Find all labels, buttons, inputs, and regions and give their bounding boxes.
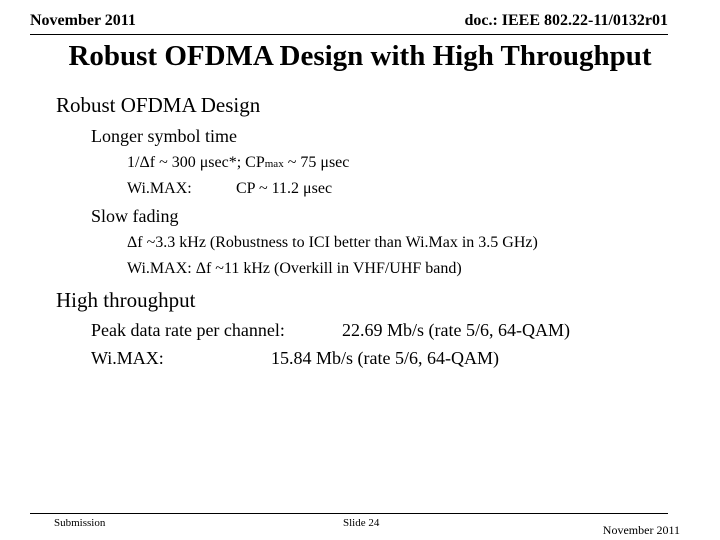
header-doc-id: doc.: IEEE 802.22-11/0132r01 [464, 12, 668, 29]
header-date: November 2011 [30, 12, 136, 29]
footer-date: November 2011 [602, 523, 680, 537]
peak-rate-label: Peak data rate per channel: [91, 320, 285, 340]
symbol-time-line [127, 154, 349, 172]
wimax-rate-line [91, 348, 499, 369]
slide-title: Robust OFDMA Design with High Throughput [68, 40, 652, 72]
peak-rate-value: 22.69 Mb/s (rate 5/6, 64-QAM) [342, 320, 570, 340]
peak-rate-line [91, 320, 570, 341]
slow-fading-line-2: Wi.MAX: Δf ~11 kHz (Overkill in VHF/UHF band) [127, 260, 462, 277]
header-divider [30, 34, 668, 35]
section-heading-high-throughput: High throughput [56, 288, 196, 312]
footer-slide-number: Slide 24 [343, 517, 380, 529]
footer-divider [30, 513, 668, 514]
slow-fading-line-1: Δf ~3.3 kHz (Robustness to ICI better than Wi.Max in 3.5 GHz) [127, 234, 538, 251]
wimax-rate-value: 15.84 Mb/s (rate 5/6, 64-QAM) [271, 348, 499, 368]
wimax-cp-line [127, 180, 332, 198]
section-heading-robust-ofdma: Robust OFDMA Design [56, 93, 261, 117]
bullet-longer-symbol-time: Longer symbol time [91, 126, 237, 146]
wimax-label: Wi.MAX: [127, 180, 192, 197]
bullet-slow-fading: Slow fading [91, 206, 179, 226]
symbol-time-text: 1/Δf ~ 300 μsec*; CP [127, 154, 265, 171]
wimax-rate-label: Wi.MAX: [91, 348, 164, 368]
wimax-cp-value: CP ~ 11.2 μsec [236, 180, 333, 197]
footer-submission: Submission [54, 517, 106, 529]
cp-max-subscript: max [264, 158, 284, 170]
cp-value-text: ~ 75 μsec [283, 154, 350, 171]
